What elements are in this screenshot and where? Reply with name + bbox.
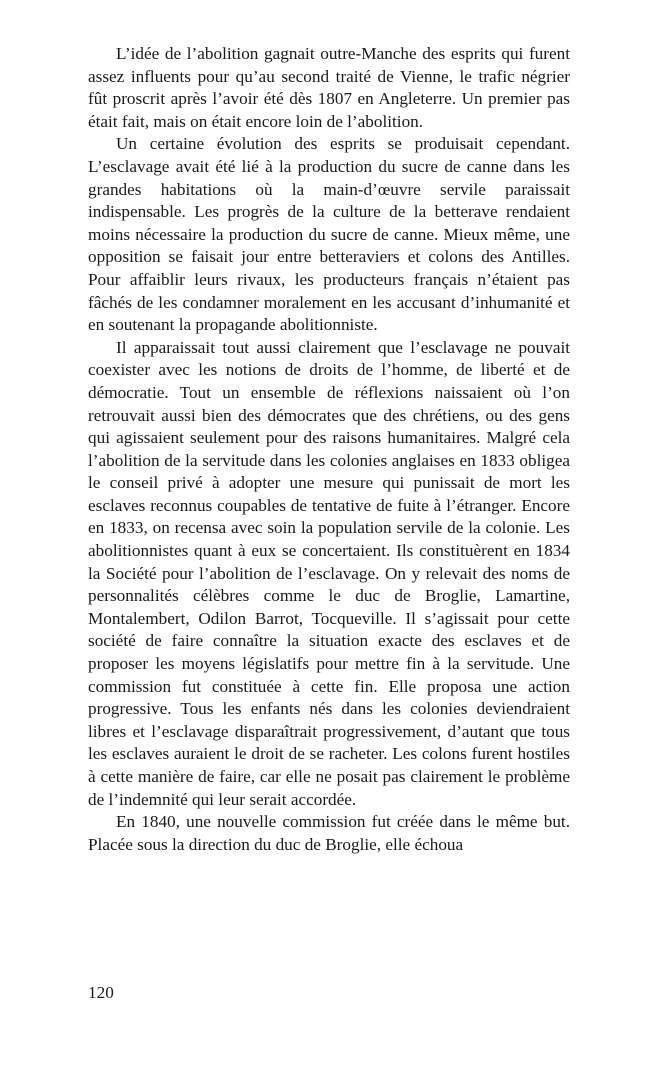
- paragraph-abolition-idea: L’idée de l’abolition gagnait outre-Manche des esprits qui furent assez influents pour qu’au second traité de Vienne, le trafic négrier fût proscrit après l’avoir été dès 1807 en Angleterre. Un premier pas était fait, mais on était encore loin de l’abolition.: [88, 44, 570, 131]
- paragraph-commission-1840: En 1840, une nouvelle commission fut créée dans le même but. Placée sous la direction du duc de Broglie, elle échoua: [88, 812, 570, 854]
- paragraph-evolution-of-minds: Un certaine évolution des esprits se produisait cependant. L’esclavage avait été lié à la production du sucre de canne dans les grandes habitations où la main-d’œuvre servile paraissait indispensable. Les progrès de la culture de la betterave rendaient moins nécessaire la production du sucre de canne. Mieux même, une opposition se faisait jour entre betteraviers et colons des Antilles. Pour affaiblir leurs rivaux, les producteurs français n’étaient pas fâchés de les condamner moralement en les accusant d’inhumanité et en soutenant la propagande abolitionniste.: [88, 134, 570, 335]
- page-body: [88, 43, 570, 856]
- page-number: 120: [88, 983, 114, 1002]
- paragraph-slavery-and-rights: Il apparaissait tout aussi clairement que l’esclavage ne pouvait coexister avec les notions de droits de l’homme, de liberté et de démocratie. Tout un ensemble de réflexions naissaient où l’on retrouvait aussi bien des démocrates que des chrétiens, ou des gens qui agissaient seulement pour des raisons humanitaires. Malgré cela l’abolition de la servitude dans les colonies anglaises en 1833 obligea le conseil privé à adopter une mesure qui punissait de mort les esclaves reconnus coupables de tentative de fuite à l’étranger. Encore en 1833, on recensa avec soin la population servile de la colonie. Les abolitionnistes quant à eux se concertaient. Ils constituèrent en 1834 la Société pour l’abolition de l’esclavage. On y relevait des noms de personnalités célèbres comme le duc de Broglie, Lamartine, Montalembert, Odilon Barrot, Tocqueville. Il s’agissait pour cette société de faire connaître la situation exacte des esclaves et de proposer les moyens législatifs pour mettre fin à la servitude. Une commission fut constituée à cette fin. Elle proposa une action progressive. Tous les enfants nés dans les colonies deviendraient libres et l’esclavage disparaîtrait progressivement, d’autant que tous les esclaves auraient le droit de se racheter. Les colons furent hostiles à cette manière de faire, car elle ne posait pas clairement le problème de l’indemnité qui leur serait accordée.: [88, 337, 570, 809]
